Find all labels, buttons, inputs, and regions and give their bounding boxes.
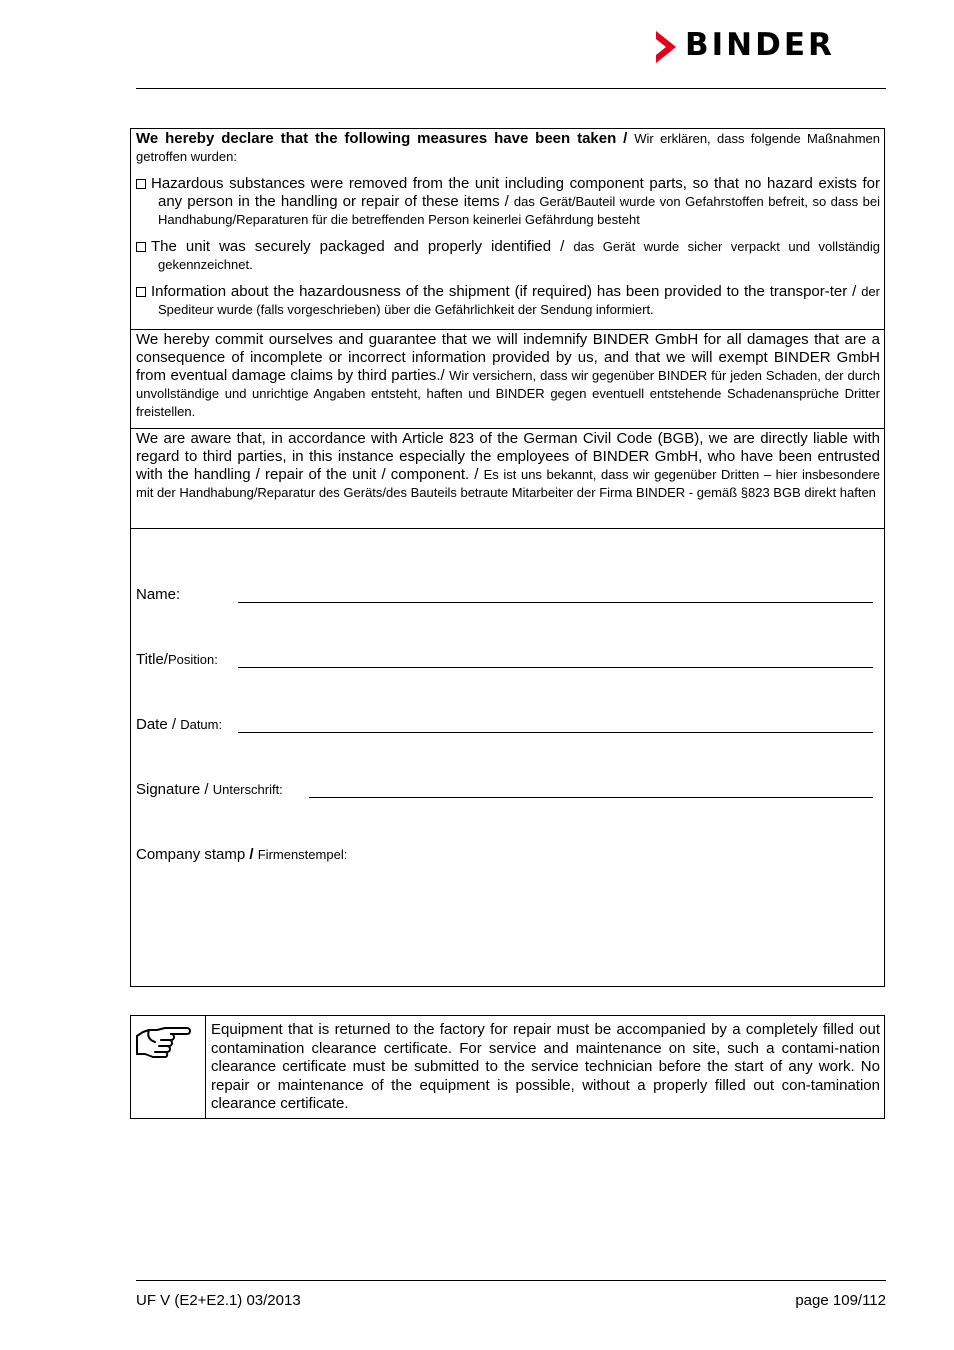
item-text-de: das Gerät/Bauteil wurde von Gefahrstoffen befreit, so dass bei Handhabung/Reparaturen für die betreffenden Person keinerlei Gefährdung besteht	[158, 194, 881, 227]
page-number: page 109/112	[795, 1292, 886, 1309]
item-text-de: das Gerät wurde sicher verpackt und vollständig gekennzeichnet.	[158, 239, 880, 272]
declaration-title-de: Wir erklären, dass folgende Maßnahmen getroffen wurden:	[136, 131, 880, 164]
signature-field[interactable]	[309, 797, 873, 798]
footer-rule	[136, 1280, 886, 1281]
item-text-en: Information about the hazardousness of the shipment (if required) has been provided to the transpor-ter /	[151, 283, 857, 300]
date-label: Date / Datum:	[136, 716, 223, 733]
title-label: Title/Position:	[136, 651, 218, 668]
title-field[interactable]	[238, 667, 873, 668]
brand-name: BINDER	[685, 27, 835, 63]
item-text-en: Hazardous substances were removed from the unit including component parts, so that no hazard exists for any person in the handling or repair of these items /	[151, 175, 880, 210]
notice-divider	[205, 1015, 206, 1119]
signature-label: Signature / Unterschrift:	[136, 781, 283, 798]
header-rule	[136, 88, 886, 89]
item-text-de: der Spediteur wurde (falls vorgeschrieben) über die Gefährlichkeit der Sendung informiert.	[158, 284, 880, 317]
liability-en: We are aware that, in accordance with Article 823 of the German Civil Code (BGB), we are directly liable with regard to third parties, in this instance especially the employees of BINDER GmbH, who have been entrusted with the handling / repair of the unit / component. /	[136, 430, 880, 483]
binder-logo	[655, 27, 887, 64]
checkbox-icon[interactable]	[136, 287, 146, 297]
notice-text: Equipment that is returned to the factory for repair must be accompanied by a completely filled out contamination clearance certificate. For service and maintenance on site, such a contami-nation clearance certificate must be submitted to the service technician before the start of any work. No repair or maintenance of the equipment is possible, without a properly filled out con-tamination clearance certificate.	[211, 1021, 880, 1112]
name-label: Name:	[136, 586, 181, 603]
item-text-en: The unit was securely packaged and properly identified /	[151, 238, 565, 255]
document-id: UF V (E2+E2.1) 03/2013	[136, 1292, 301, 1309]
commitment-de: Wir versichern, dass wir gegenüber BINDER für jeden Schaden, der durch unvollständige und unrichtige Angaben entsteht, haften und BINDER gegen eventuell entstehende Schadenansprüche Dritter freistellen.	[136, 368, 881, 419]
name-field[interactable]	[238, 602, 873, 603]
declaration-item	[136, 238, 880, 274]
commitment-text	[136, 331, 880, 421]
company-stamp-label: Company stamp / Firmenstempel:	[136, 846, 348, 863]
commitment-en: We hereby commit ourselves and guarantee that we will indemnify BINDER GmbH for all damages that are a consequence of incomplete or incorrect information provided by us, and that we will exempt BINDER GmbH from eventual damage claims by third parties./	[136, 331, 880, 384]
declaration-item	[136, 175, 880, 229]
company-stamp-area[interactable]	[136, 870, 880, 980]
pointing-hand-icon	[135, 1020, 193, 1062]
liability-text	[136, 430, 880, 502]
checkbox-icon[interactable]	[136, 242, 146, 252]
liability-de: Es ist uns bekannt, dass wir gegenüber Dritten – hier insbesondere mit der Handhabung/Reparatur des Geräts/des Bauteils betraute Mitarbeiter der Firma BINDER - gemäß §823 BGB direkt haften	[136, 467, 880, 500]
checkbox-icon[interactable]	[136, 179, 146, 189]
date-field[interactable]	[238, 732, 873, 733]
declaration-title-en: We hereby declare that the following measures have been taken /	[136, 130, 628, 147]
declaration-title	[136, 130, 880, 166]
binder-logo-chevron-icon	[655, 30, 681, 64]
declaration-item	[136, 283, 880, 319]
